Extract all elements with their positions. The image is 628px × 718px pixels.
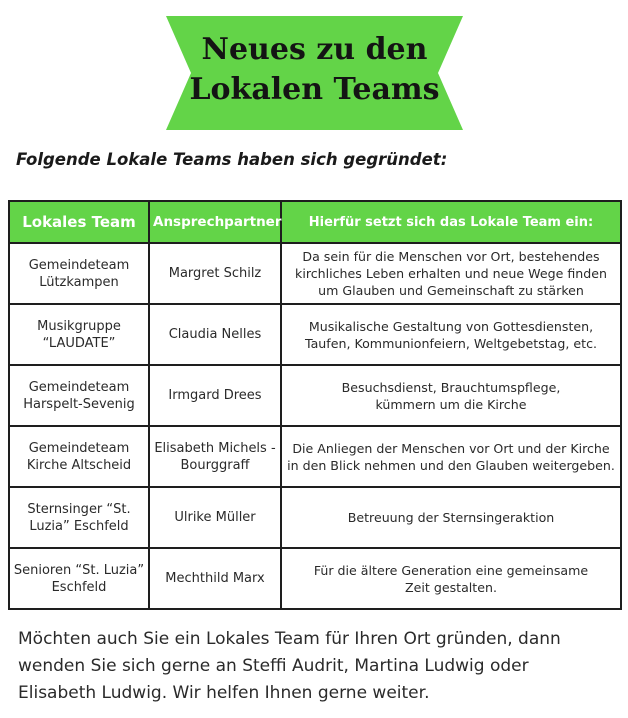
team-cell-line: Luzia” Eschfeld (29, 518, 129, 534)
team-cell-line: Gemeindeteam (28, 257, 130, 273)
table-row (9, 487, 621, 548)
team-cell-line: Senioren “St. Luzia” (13, 562, 145, 578)
purpose-cell (281, 304, 621, 365)
header-lokales-team: Lokales Team (9, 201, 149, 243)
purpose-cell (281, 548, 621, 609)
table-header-row (9, 201, 621, 243)
banner-title (166, 30, 463, 110)
contact-cell-line: Ulrike Müller (174, 510, 256, 525)
table-row (9, 304, 621, 365)
footer-line-2: wenden Sie sich gerne an Steffi Audrit, Martina Ludwig oder (18, 656, 529, 676)
contact-cell (149, 243, 281, 304)
team-cell-line: “LAUDATE” (42, 335, 116, 351)
team-cell (9, 365, 149, 426)
team-cell (9, 548, 149, 609)
team-cell-line: Musikgruppe (37, 318, 121, 334)
purpose-cell (281, 426, 621, 487)
team-cell (9, 243, 149, 304)
contact-cell (149, 365, 281, 426)
banner-title-line-1: Neues zu den (201, 32, 428, 67)
intro-heading: Folgende Lokale Teams haben sich gegründet: (16, 150, 448, 169)
team-cell-line: Harspelt-Sevenig (23, 396, 135, 412)
footer-text (18, 626, 618, 707)
team-cell (9, 304, 149, 365)
teams-table (8, 200, 622, 610)
contact-cell (149, 304, 281, 365)
footer-line-3: Elisabeth Ludwig. Wir helfen Ihnen gerne weiter. (18, 683, 430, 703)
contact-cell-line: Claudia Nelles (168, 327, 262, 342)
contact-cell (149, 487, 281, 548)
purpose-cell-line: Taufen, Kommunionfeiern, Weltgebetstag, etc. (304, 335, 598, 351)
team-cell-line: Lützkampen (39, 274, 119, 290)
purpose-cell-line: kümmern um die Kirche (375, 396, 527, 412)
title-banner (166, 16, 463, 130)
footer-line-1: Möchten auch Sie ein Lokales Team für Ihren Ort gründen, dann (18, 629, 561, 649)
purpose-cell-line: kirchliches Leben erhalten und neue Wege finden (295, 266, 607, 281)
banner-title-line-2: Lokalen Teams (189, 72, 440, 107)
contact-cell-line: Mechthild Marx (165, 571, 265, 586)
team-cell (9, 487, 149, 548)
header-purpose: Hierfür setzt sich das Lokale Team ein: (281, 201, 621, 243)
contact-cell (149, 548, 281, 609)
team-cell (9, 426, 149, 487)
team-cell-line: Eschfeld (51, 579, 107, 595)
purpose-cell (281, 487, 621, 548)
purpose-cell-line: Musikalische Gestaltung von Gottesdiensten, (308, 318, 594, 334)
purpose-cell (281, 243, 621, 304)
contact-cell-line: Margret Schilz (168, 266, 262, 281)
contact-cell (149, 426, 281, 487)
purpose-cell-line: Zeit gestalten. (405, 579, 497, 595)
purpose-cell (281, 365, 621, 426)
table-row (9, 365, 621, 426)
contact-cell-line: Elisabeth Michels - (154, 440, 276, 456)
team-cell-line: Kirche Altscheid (26, 457, 132, 473)
header-ansprechpartner: Ansprechpartner (149, 201, 281, 243)
purpose-cell-line: Da sein für die Menschen vor Ort, bestehendes (302, 249, 600, 264)
purpose-cell-line: um Glauben und Gemeinschaft zu stärken (318, 283, 584, 298)
purpose-cell-line: Die Anliegen der Menschen vor Ort und der Kirche (292, 440, 610, 456)
team-cell-line: Gemeindeteam (28, 379, 130, 395)
purpose-cell-line: Für die ältere Generation eine gemeinsame (313, 562, 589, 578)
team-cell-line: Sternsinger “St. (27, 501, 131, 517)
purpose-cell-line: in den Blick nehmen und den Glauben weitergeben. (287, 457, 615, 473)
table-row (9, 243, 621, 304)
contact-cell-line: Irmgard Drees (168, 388, 262, 403)
contact-cell-line: Bourggraff (180, 457, 250, 473)
purpose-cell-line: Besuchsdienst, Brauchtumspflege, (341, 379, 561, 395)
purpose-cell-line: Betreuung der Sternsingeraktion (347, 510, 555, 525)
table-row (9, 426, 621, 487)
team-cell-line: Gemeindeteam (28, 440, 130, 456)
table-row (9, 548, 621, 609)
